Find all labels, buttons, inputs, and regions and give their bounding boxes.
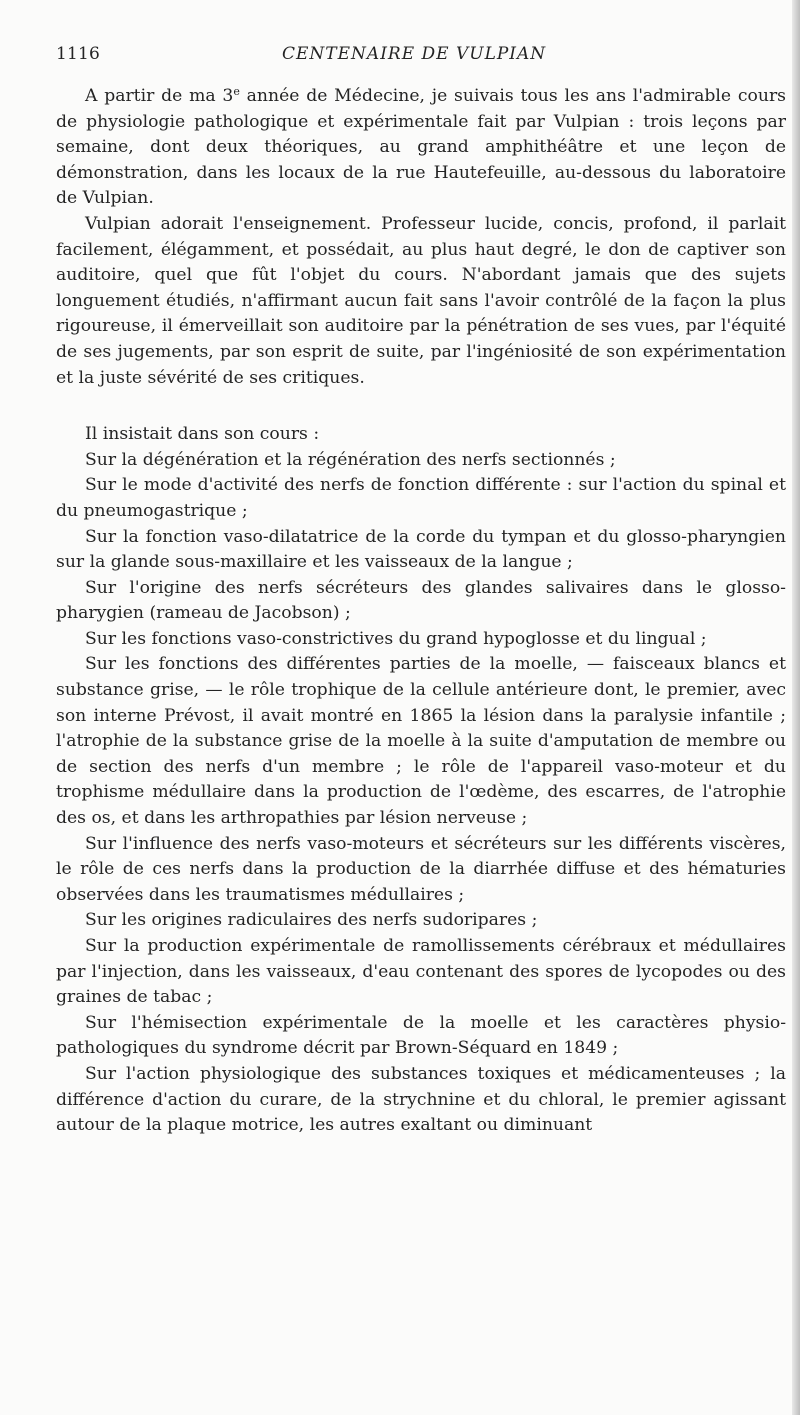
running-title: CENTENAIRE DE VULPIAN [282, 44, 547, 64]
list-item: Sur l'action physiologique des substances toxiques et médicamenteuses ; la différence d'action du curare, de la strychnine et du chloral, le premier agissant autour de la plaque motrice, les autres exaltant ou diminuant [56, 1063, 786, 1136]
list-item: Sur les origines radiculaires des nerfs sudoripares ; [85, 910, 538, 931]
list-item: Sur les fonctions vaso-constrictives du grand hypoglosse et du lingual ; [85, 628, 707, 649]
body-text [56, 84, 786, 1139]
list-item: Sur l'hémisection expérimentale de la moelle et les caractères physio-pathologiques du syndrome décrit par Brown-Séquard en 1849 ; [56, 1012, 786, 1059]
list-item: Sur la fonction vaso-dilatatrice de la corde du tympan et du glosso-pharyngien sur la glande sous-maxillaire et les vaisseaux de la langue ; [56, 526, 786, 573]
superscript: e [233, 85, 240, 98]
list-item: Sur l'influence des nerfs vaso-moteurs et sécréteurs sur les différents viscères, le rôle de ces nerfs dans la production de la diarrhée diffuse et des hématuries observées dans les traumatismes médullaires ; [56, 833, 786, 905]
paragraph-text: A partir de ma 3 [85, 86, 234, 106]
paragraph-intro-2: Vulpian adorait l'enseignement. Professeur lucide, concis, profond, il parlait facilement, élégamment, et possédait, au plus haut degré, le don de captiver son auditoire, quel que fût l'objet du cours. N'abordant jamais que des sujets longuement étudiés, n'affirmant aucun fait sans l'avoir contrôlé de la façon la plus rigoureuse, il émerveillait son auditoire par la pénétration de ses vues, par l'équité de ses jugements, par son esprit de suite, par l'ingéniosité de son expérimentation et la juste sévérité de ses critiques. [56, 213, 786, 388]
list-item: Sur l'origine des nerfs sécréteurs des glandes salivaires dans le glosso-pharygien (rameau de Jacobson) ; [56, 577, 786, 624]
paragraph-text: année de Médecine, je suivais tous les ans l'admirable cours de physiologie pathologique et expérimentale fait par Vulpian : trois leçons par semaine, dont deux théoriques, au grand amphithéâtre et une leçon de démonstration, dans les locaux de la rue Hautefeuille, au-dessous du laboratoire de Vulpian. [56, 86, 786, 209]
page-edge-shadow [792, 0, 800, 1415]
list-intro: Il insistait dans son cours : [85, 424, 320, 445]
section-gap [56, 391, 786, 422]
list-item: Sur les fonctions des différentes parties de la moelle, — faisceaux blancs et substance grise, — le rôle trophique de la cellule antérieure dont, le premier, avec son interne Prévost, il avait montré en 1865 la lésion dans la paralysie infantile ; l'atrophie de la substance grise de la moelle à la suite d'amputation de membre ou de section des nerfs d'un membre ; le rôle de l'appareil vaso-moteur et du trophisme médullaire dans la production de l'œdème, des escarres, de l'atrophie des os, et dans les arthropathies par lésion nerveuse ; [56, 654, 786, 829]
page-number: 1116 [56, 44, 101, 64]
running-head [56, 44, 786, 68]
paragraph-intro-1 [56, 84, 786, 212]
list-item: Sur la dégénération et la régénération des nerfs sectionnés ; [85, 449, 616, 470]
list-item: Sur la production expérimentale de ramollissements cérébraux et médullaires par l'injection, dans les vaisseaux, d'eau contenant des spores de lycopodes ou des graines de tabac ; [56, 936, 786, 1008]
list-item: Sur le mode d'activité des nerfs de fonction différente : sur l'action du spinal et du pneumogastrique ; [56, 475, 786, 521]
